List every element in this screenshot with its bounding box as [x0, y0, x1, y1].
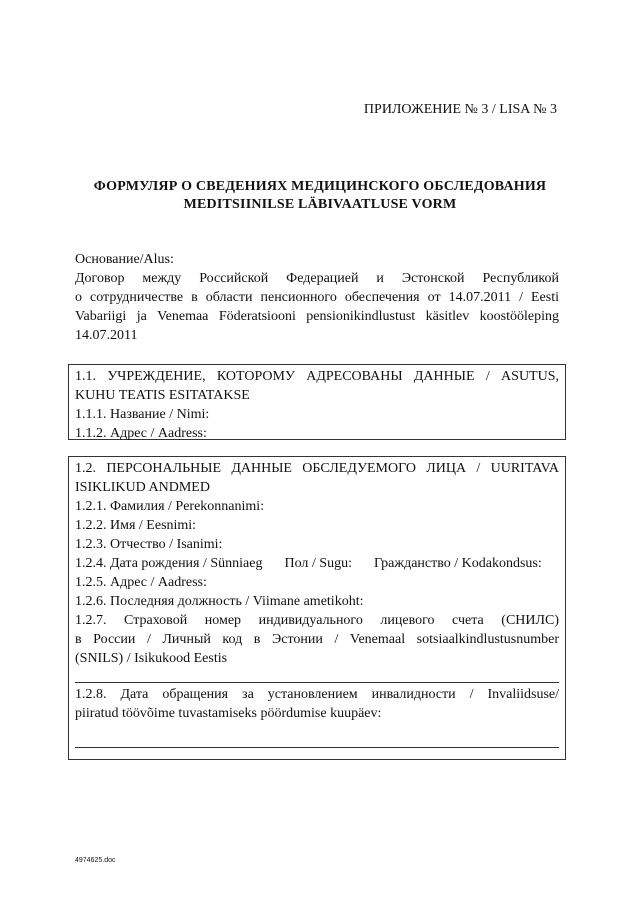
section-heading: 1.1. УЧРЕЖДЕНИЕ, КОТОРОМУ АДРЕСОВАНЫ ДАННЫЕ / ASUTUS, [75, 369, 559, 384]
form-title-et: MEDITSIINILSE LÄBIVAATLUSE VORM [183, 197, 457, 212]
section-heading: 1.2. ПЕРСОНАЛЬНЫЕ ДАННЫЕ ОБСЛЕДУЕМОГО ЛИЦА / UURITAVA [75, 461, 559, 476]
field-birth-date: 1.2.4. Дата рождения / Sünniaeg [75, 556, 263, 571]
section-heading: ISIKLIKUD ANDMED [75, 480, 210, 495]
field-surname: 1.2.1. Фамилия / Perekonnanimi: [75, 499, 265, 514]
section-heading: KUHU TEATIS ESITATAKSE [75, 388, 250, 403]
divider [75, 682, 559, 683]
field-citizenship: Гражданство / Kodakondsus: [373, 556, 542, 571]
basis-line: Договор между Российской Федерацией и Эстонской Республикой [75, 271, 559, 286]
annex-number: ПРИЛОЖЕНИЕ № 3 / LISA № 3 [363, 102, 557, 117]
field-birth-sex-citizenship [75, 554, 559, 573]
field-sex: Пол / Sugu: [284, 556, 352, 571]
field-institution-address: 1.1.2. Адрес / Aadress: [75, 426, 207, 441]
basis-block [75, 250, 559, 345]
basis-line: 14.07.2011 [75, 328, 138, 343]
field-address: 1.2.5. Адрес / Aadress: [75, 575, 207, 590]
field-disability-date: piiratud töövõime tuvastamiseks pöördumise kuupäev: [75, 706, 382, 721]
section-institution [68, 364, 566, 440]
field-institution-name: 1.1.1. Название / Nimi: [75, 407, 210, 422]
field-insurance-number: (SNILS) / Isikukood Eestis [75, 651, 228, 666]
field-insurance-number: в России / Личный код в Эстонии / Venemaal sotsiaalkindlustusnumber [75, 632, 559, 647]
answer-line [75, 747, 559, 748]
basis-label: Основание/Alus: [75, 252, 174, 267]
field-first-name: 1.2.2. Имя / Eesnimi: [75, 518, 197, 533]
file-name: 4974625.doc [75, 857, 116, 864]
field-disability-date: 1.2.8. Дата обращения за установлением инвалидности / Invaliidsuse/ [75, 687, 559, 702]
basis-line: о сотрудничестве в области пенсионного обеспечения от 14.07.2011 / Eesti [75, 290, 559, 305]
field-last-position: 1.2.6. Последняя должность / Viimane ametikoht: [75, 594, 364, 609]
section-personal-data [68, 456, 566, 760]
field-patronymic: 1.2.3. Отчество / Isanimi: [75, 537, 223, 552]
form-title-ru: ФОРМУЛЯР О СВЕДЕНИЯХ МЕДИЦИНСКОГО ОБСЛЕДОВАНИЯ [93, 179, 547, 194]
field-insurance-number: 1.2.7. Страховой номер индивидуального лицевого счета (СНИЛС) [75, 613, 559, 628]
basis-line: Vabariigi ja Venemaa Föderatsiooni pensionikindlustust käsitlev koostööleping [75, 309, 559, 324]
